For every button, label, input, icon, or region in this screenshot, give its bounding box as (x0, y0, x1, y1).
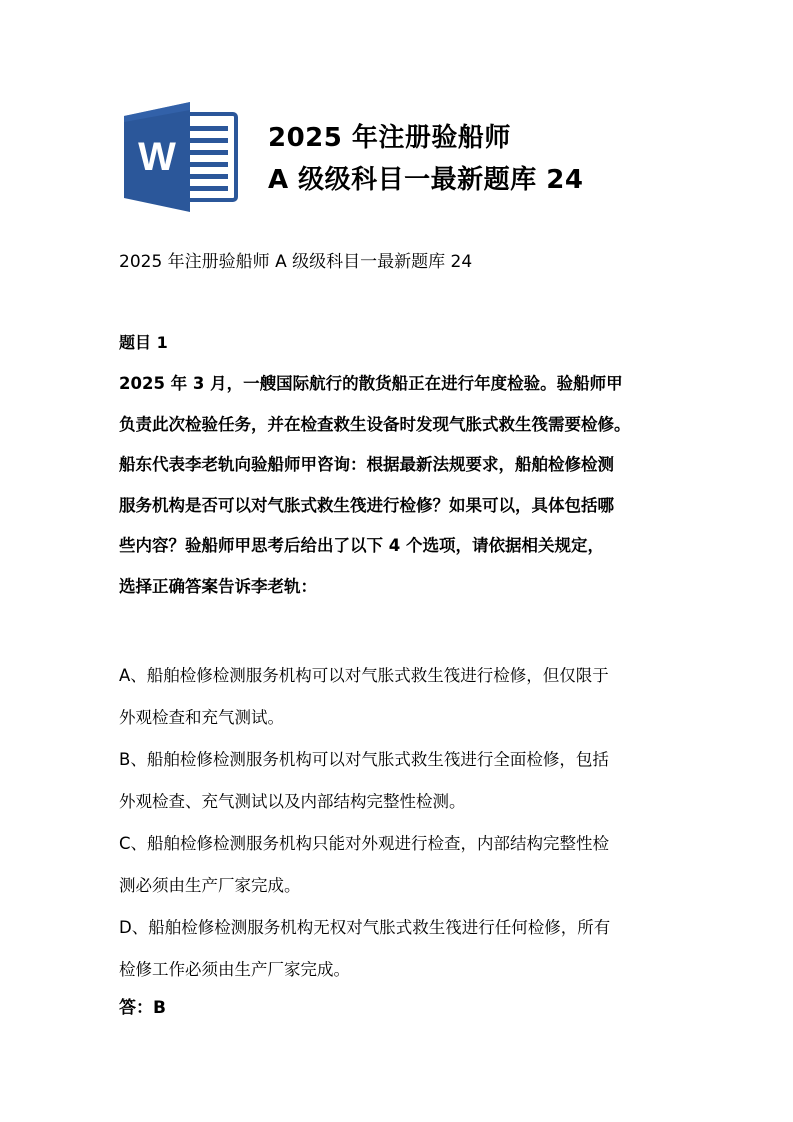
question-line: 船东代表李老轨向验船师甲咨询：根据最新法规要求，船舶检修检测 (119, 455, 614, 474)
svg-text:W: W (138, 135, 176, 179)
option-line: 检修工作必须由生产厂家完成。 (119, 960, 350, 979)
option-b (119, 739, 694, 823)
question-line: 选择正确答案告诉李老轨： (119, 576, 317, 596)
answer-options (119, 655, 694, 991)
title-line-1: 2025 年注册验船师 (268, 123, 511, 153)
question-line: 负责此次检验任务，并在检查救生设备时发现气胀式救生筏需要检修。 (119, 414, 631, 434)
question-body (119, 364, 694, 607)
option-line: 外观检查、充气测试以及内部结构完整性检测。 (119, 792, 466, 811)
word-document-icon (124, 102, 240, 212)
question-line: 2025 年 3 月，一艘国际航行的散货船正在进行年度检验。验船师甲 (119, 374, 623, 393)
option-line: 测必须由生产厂家完成。 (119, 876, 301, 895)
answer-text: 答：B (119, 998, 166, 1018)
question-heading: 题目 1 (119, 333, 168, 352)
option-a (119, 655, 694, 739)
option-line: A、船舶检修检测服务机构可以对气胀式救生筏进行检修，但仅限于 (119, 666, 609, 685)
question-line: 些内容？验船师甲思考后给出了以下 4 个选项，请依据相关规定， (119, 536, 604, 555)
option-line: 外观检查和充气测试。 (119, 708, 284, 727)
option-d (119, 907, 694, 991)
option-c (119, 823, 694, 907)
option-line: B、船舶检修检测服务机构可以对气胀式救生筏进行全面检修，包括 (119, 750, 609, 769)
document-subtitle: 2025 年注册验船师 A 级级科目一最新题库 24 (119, 252, 473, 272)
option-line: D、船舶检修检测服务机构无权对气胀式救生筏进行任何检修，所有 (119, 918, 611, 937)
title-line-2: A 级级科目一最新题库 24 (268, 165, 584, 195)
document-title (268, 117, 583, 201)
option-line: C、船舶检修检测服务机构只能对外观进行检查，内部结构完整性检 (119, 834, 610, 853)
question-line: 服务机构是否可以对气胀式救生筏进行检修？如果可以，具体包括哪 (119, 495, 614, 515)
